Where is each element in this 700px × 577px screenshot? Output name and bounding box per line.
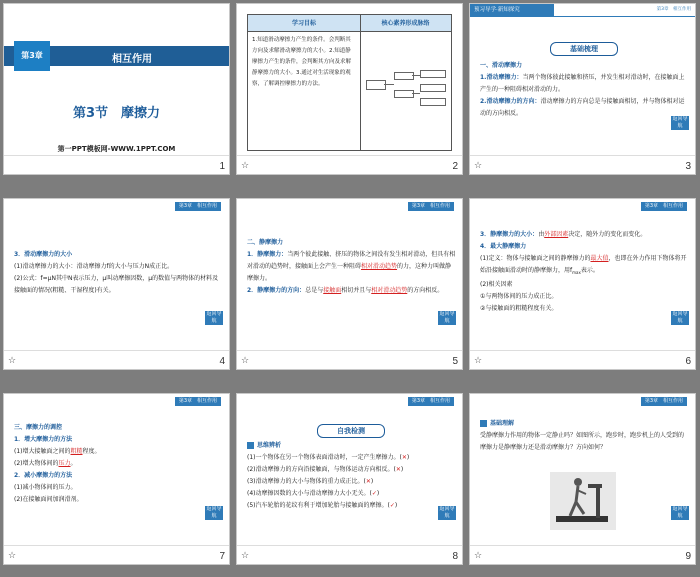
chapter-title: 相互作用 <box>112 54 152 65</box>
star-icon[interactable]: ☆ <box>474 356 483 366</box>
lesson-title: 第3节 摩擦力 <box>72 106 161 121</box>
watermark-text: 第一PPT模板网-WWW.1PPT.COM <box>57 145 176 153</box>
back-nav-button[interactable]: 返回导航 <box>439 311 455 324</box>
subheading: 1．增大摩擦力的方法 <box>14 436 73 443</box>
slide-number: 5 <box>452 356 458 367</box>
term-def: 的力，这种力叫做静摩擦力。 <box>247 263 452 282</box>
line: (2)相关因素 <box>480 281 513 289</box>
statement-text: ) <box>394 502 398 509</box>
heading-magnitude: 3．滑动摩擦力的大小 <box>14 251 73 258</box>
slide-number: 2 <box>452 161 458 172</box>
back-nav-button[interactable]: 返回导航 <box>672 116 688 129</box>
slide-thumb-7[interactable] <box>3 393 230 565</box>
line: (2)在接触面间加润滑剂。 <box>14 496 83 503</box>
line-formula: (2)公式：f=μN其中N表示压力，μ叫动摩擦因数，μ的数值与两物体的材料及接触面的情况(粗糙、干湿程度)有关。 <box>14 275 219 294</box>
slide-thumb-5[interactable] <box>236 198 463 370</box>
term-label: 2．静摩擦力的方向： <box>247 287 306 294</box>
fill-answer: 压力 <box>58 460 71 467</box>
term-def: 总是与 <box>305 287 324 294</box>
chapter-badge: 第3章 <box>14 41 50 71</box>
term-label: 1．静摩擦力： <box>247 251 288 258</box>
term-def: 由 <box>538 231 545 238</box>
chapter-tag: 第3章 相互作用 <box>656 7 691 12</box>
slide-5-body <box>237 199 462 351</box>
subheading: 基础理解 <box>490 420 515 427</box>
slide-footer <box>4 351 229 369</box>
slide-4-body <box>4 199 229 351</box>
term-def: 当两个物体彼此接触和挤压，并发生相对滑动时，在接触面上产生的一种阻碍相对滑动的力。 <box>480 74 685 93</box>
chapter-tag: 第3章 相互作用 <box>175 397 221 406</box>
slide-thumb-8[interactable] <box>236 393 463 565</box>
slide-3-body <box>470 4 695 156</box>
bookmark-icon <box>247 442 254 449</box>
statement-text: (1)一个物体在另一个物体表面滑动时，一定产生摩擦力。( <box>247 454 402 461</box>
statement-text: (5)汽车轮胎的花纹有利于增加轮胎与接触面的摩擦。( <box>247 502 390 509</box>
slide-footer <box>4 546 229 564</box>
answer-mark: ✓ <box>389 502 395 509</box>
heading-control: 三、摩擦力的调控 <box>14 424 63 431</box>
chapter-tag: 第3章 相互作用 <box>175 202 221 211</box>
goals-text: 1.知道滑动摩擦力产生的条件。会判断其方向及求解滑动摩擦力的大小。2.知道静摩擦力产生的条件，会判断其方向及求解静摩擦力的大小。3.通过对生活现象的观察，了解调控摩擦力的方法。 <box>252 37 352 87</box>
slide-number: 4 <box>219 356 225 367</box>
line: ①与两物体间的压力成正比。 <box>480 293 558 301</box>
content-text <box>14 249 222 297</box>
term-def: 滑动摩擦力的方向总是与接触面相切，并与物体相对运动的方向相反。 <box>480 98 685 117</box>
list-item <box>247 464 457 476</box>
bookmark-icon <box>480 420 487 427</box>
runner-treadmill-icon <box>550 472 616 530</box>
slide-thumb-9[interactable] <box>469 393 696 565</box>
star-icon[interactable]: ☆ <box>241 551 250 561</box>
line: 程度。 <box>82 448 101 455</box>
slide-thumb-3[interactable] <box>469 3 696 175</box>
concept-map-diagram <box>366 70 448 120</box>
line: (1)增大接触面之间的 <box>14 448 71 455</box>
true-false-list <box>247 452 457 512</box>
star-icon[interactable]: ☆ <box>241 161 250 171</box>
statement-text: ) <box>370 478 374 485</box>
slide-footer <box>470 156 695 174</box>
star-icon[interactable]: ☆ <box>474 551 483 561</box>
slide-footer <box>237 156 462 174</box>
star-icon[interactable]: ☆ <box>8 356 17 366</box>
subheading: 思维辨析 <box>257 442 282 449</box>
slide-thumb-4[interactable] <box>3 198 230 370</box>
back-nav-button[interactable]: 返回导航 <box>439 506 455 519</box>
content-text <box>247 237 457 297</box>
fill-answer: 外部因素 <box>544 231 569 238</box>
statement-text: (2)滑动摩擦力的方向沿接触面，与物体运动方向相反。( <box>247 466 396 473</box>
answer-mark: ✕ <box>365 478 371 485</box>
slide-thumb-2[interactable] <box>236 3 463 175</box>
slide-number: 3 <box>685 161 691 172</box>
fill-answer: 相对滑动趋势 <box>361 263 398 270</box>
list-item <box>247 476 457 488</box>
subheading: 2．减小摩擦力的方法 <box>14 472 73 479</box>
slide-footer <box>470 546 695 564</box>
slide-number: 8 <box>452 551 458 562</box>
slide-number: 7 <box>219 551 225 562</box>
term-def: 相切并且与 <box>341 287 372 294</box>
slide-footer <box>237 546 462 564</box>
content-text: 3．静摩擦力的大小：由外部因素决定，随外力的变化而变化。 4．最大静摩擦力 (1)定义：物体与接触面之间的静摩擦力的最大值，也即在外力作用下物体将开始沿接触面滑动时的静摩擦力，用$f_{max}$表示。 (2)相关因素 ①与两物体间的压力成正比。 ②与接触面的粗糙程度有关。 <box>480 231 687 313</box>
fill-answer: 粗糙 <box>70 448 83 455</box>
question-text: 受静摩擦力作用的物体一定静止吗？如图所示，跑步时，跑步机上的人受到的摩擦力是静摩擦力还是滑动摩擦力？方向如何？ <box>480 432 685 451</box>
chapter-tag: 第3章 相互作用 <box>641 397 687 406</box>
term-label: 3．静摩擦力的大小： <box>480 231 539 238</box>
answer-mark: ✕ <box>395 466 401 473</box>
heading-sliding: 一、滑动摩擦力 <box>480 62 523 69</box>
term-label: 2.滑动摩擦力的方向： <box>480 98 541 105</box>
slide-2-body <box>237 4 462 156</box>
line: (2)增大物体间的 <box>14 460 59 467</box>
content-text <box>480 60 690 120</box>
chapter-tag: 第3章 相互作用 <box>641 202 687 211</box>
slide-1-body <box>4 4 229 156</box>
back-nav-button[interactable]: 返回导航 <box>206 506 222 519</box>
slide-number: 1 <box>219 161 225 172</box>
answer-mark: ✓ <box>371 490 377 497</box>
statement-text: (4)动摩擦因数的大小与滑动摩擦力大小无关。( <box>247 490 372 497</box>
term-def: (1)定义：物体与接触面之间的静摩擦力的 <box>480 255 591 262</box>
preview-tag: 预习导学·新知探究 <box>470 4 554 16</box>
term-def: 决定，随外力的变化而变化。 <box>568 231 647 238</box>
term-def: ，也即在外力作用下物体将开始沿接触面滑动时的静摩擦力，用f <box>480 255 687 274</box>
content-text <box>14 422 222 506</box>
fill-answer: 最大值 <box>590 255 609 262</box>
slide-footer <box>470 351 695 369</box>
line: ②与接触面的粗糙程度有关。 <box>480 305 558 313</box>
star-icon[interactable]: ☆ <box>241 356 250 366</box>
list-item <box>247 500 457 512</box>
star-icon[interactable]: ☆ <box>474 161 483 171</box>
back-nav-button[interactable]: 返回导航 <box>206 311 222 324</box>
list-item <box>247 452 457 464</box>
statement-text: ) <box>400 466 404 473</box>
slide-footer <box>237 351 462 369</box>
line: (1)减小物体间的压力。 <box>14 484 77 491</box>
objectives-table <box>247 14 452 151</box>
slide-7-body <box>4 394 229 546</box>
slide-9-body <box>470 394 695 546</box>
star-icon[interactable]: ☆ <box>8 551 17 561</box>
term-label: 1.滑动摩擦力： <box>480 74 523 81</box>
line: 。 <box>70 460 77 467</box>
statement-text: (3)滑动摩擦力的大小与物体的重力成正比。( <box>247 478 366 485</box>
slide-thumb-1[interactable] <box>3 3 230 175</box>
slide-footer <box>4 156 229 174</box>
col-header-goals: 学习目标 <box>291 20 316 27</box>
list-item <box>247 488 457 500</box>
statement-text: ) <box>376 490 380 497</box>
col-divider <box>360 15 361 150</box>
slide-8-body <box>237 394 462 546</box>
line-magnitude: (1)滑动摩擦力的大小：滑动摩擦力f的大小与压力N成正比。 <box>14 263 174 270</box>
fill-answer: 接触面 <box>323 287 342 294</box>
chapter-tag: 第3章 相互作用 <box>408 202 454 211</box>
slide-number: 9 <box>685 551 691 562</box>
section-heading: 自我检测 <box>317 424 385 438</box>
answer-mark: ✕ <box>401 454 407 461</box>
back-nav-button[interactable]: 返回导航 <box>672 506 688 519</box>
heading-static: 二、静摩擦力 <box>247 239 284 246</box>
heading-max: 4．最大静摩擦力 <box>480 243 527 250</box>
back-nav-button[interactable]: 返回导航 <box>672 311 688 324</box>
term-def: 的方向相反。 <box>407 287 444 294</box>
statement-text: ) <box>406 454 410 461</box>
chapter-tag: 第3章 相互作用 <box>408 397 454 406</box>
treadmill-photo <box>550 472 616 530</box>
slide-thumb-6[interactable] <box>469 198 696 370</box>
col-header-core: 核心素养形成脉络 <box>381 20 430 27</box>
term-def: 当两个彼此接触、挤压的物体之间没有发生相对滑动，但具有相对滑动的趋势时，接触面上会产生一种阻碍 <box>247 251 456 270</box>
fill-answer: 相对滑动趋势 <box>371 287 408 294</box>
slide-6-body <box>470 199 695 351</box>
slide-number: 6 <box>685 356 691 367</box>
section-heading: 基础梳理 <box>550 42 618 56</box>
